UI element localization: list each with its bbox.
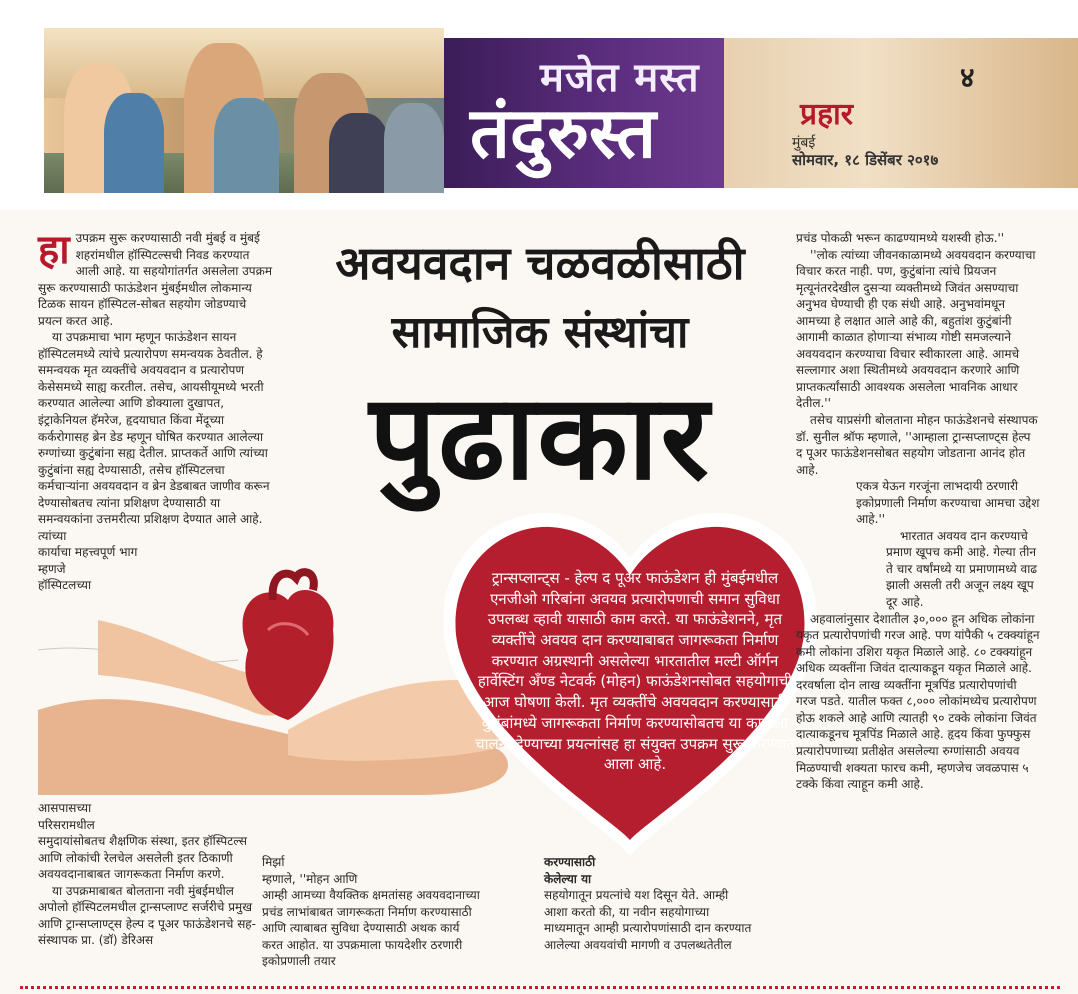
person-figure xyxy=(384,103,444,193)
headline-line-3: पुढाकार xyxy=(369,368,711,506)
edition-city: मुंबई xyxy=(792,135,816,151)
heart-callout-text: ट्रान्सप्लान्ट्स - हेल्प द पूअर फाऊंडेशन ही मुंबईमधील एनजीओ गरिबांना अवयव प्रत्यारोपणाची समान सुविधा उपलब्ध व्हावी यासाठी काम करते. या फाऊंडेशनने, मृत व्यक्तींचे अवयव दान करण्याबाबत जागरूकता निर्माण करण्यात अग्रस्थानी असलेल्या भारतातील मल्टी ऑर्गन हार्वेस्टिंग अँण्ड नेटवर्क (मोहन) फाऊंडेशनसोबत सहयोगाची आज घोषणा केली. मृत व्यक्तींचे अवयवदान करण्यासाठी कुटुंबांमध्ये जागरूकता निर्माण करण्यासोबतच या कार्याला चालना देण्याच्या प्रयत्नांसह हा संयुक्त उपक्रम सुरू करण्यात आला आहे. xyxy=(475,569,795,774)
page-bottom-border xyxy=(20,986,1060,989)
bottom-left-para-1: समुदायांसोबतच शैक्षणिक संस्था, इतर हॉस्पिटल्स आणि लोकांची रेलचेल असलेली इतर ठिकाणी अवयवदानाबाबत जागरूकता निर्माण करणे. xyxy=(38,834,247,882)
left-para-2: या उपक्रमाचा भाग म्हणून फाऊंडेशन सायन हॉस्पिटलमध्ये त्यांचे प्रत्यारोपण समन्वयक ठेवतील. हे समन्वयक मृत व्यक्तींचे अवयवदान व प्रत्यारोपण केसेसमध्ये साह्य करतील. तसेच, आयसीयूमध्ये भरती करण्यात आलेल्या आणि डोक्याला दुखापत, इंट्राकेनियल हॅमरेज, हृदयाघात किंवा मेंदूच्या कर्करोगासह ब्रेन डेड म्हणून घोषित करण्यात आलेल्या रुग्णांच्या कुटुंबांना सह्य देतील. प्राप्तकर्ते आणि त्यांच्या कुटुंबांना सह्य देण्यासाठी, तसेच हॉस्पिटलचा कर्मचाऱ्यांना अवयवदान व ब्रेन डेडबाबत जाणीव करून देण्यासोबतच त्यांना प्रशिक्षण देण्यासाठी या समन्वयकांना उत्तमरीत्या प्रशिक्षण देण्यात आले आहे. त्यांच्या xyxy=(38,330,270,543)
left-para-2b: कार्याचा महत्त्वपूर्ण भाग xyxy=(38,545,138,560)
bottom-mid-para: आम्ही आमच्या वैयक्तिक क्षमतांसह अवयवदानाच्या प्रचंड लाभांबाबत जागरूकता निर्माण करण्यासाठी आणि त्याबाबत सुविधा देण्यासाठी अथक कार्य करत आहोत. या उपक्रमाला फायदेशीर ठरणारी इकोप्रणाली तयार xyxy=(262,888,480,969)
exercise-photo xyxy=(44,28,444,193)
left-para-2d: हॉस्पिटलच्या xyxy=(38,578,92,593)
headline-line-1: अवयवदान चळवळीसाठी xyxy=(335,236,745,290)
person-figure xyxy=(214,98,279,193)
left-para-1: उपक्रम सुरू करण्यासाठी नवी मुंबई व मुंबई शहरांमधील हॉस्पिटल्सची निवड करण्यात आली आहे. या सहयोगांतर्गत असलेला उपक्रम सुरू करण्यासाठी फाऊंडेशन मुंबईमधील लोकमान्य टिळक सायन हॉस्पिटल-सोबत सहयोग जोडण्याचे प्रयत्न करत आहे. xyxy=(38,231,273,328)
bottom-left-line-1: आसपासच्या xyxy=(38,801,92,815)
bottom-mid-line-2: म्हणाले, ''मोहन आणि xyxy=(262,871,358,886)
right-para-5: अहवालांनुसार देशातील ३०,००० हून अधिक लोकांना यकृत प्रत्यारोपणांची गरज आहे. पण यांपैकी ५ टक्क्यांहून कमी लोकांना उशिरा यकृत मिळाले आहे. ८० टक्क्यांहून अधिक व्यक्तींना जिवंत दात्याकडून यकृत मिळाले आहे. दरवर्षाला दोन लाख व्यक्तींना मूत्रपिंड प्रत्यारोपणांची गरज पडते. यातील फक्त ८,००० लोकांमध्येच प्रत्यारोपण होऊ शकले आहे आणि त्यातही ९० टक्के लोकांना जिवंत दात्याकडूनच मूत्रपिंड मिळाले आहे. हृदय किंवा फुफ्फुस प्रत्यारोपणाच्या प्रतीक्षेत असलेल्या रुग्णांसाठी अवयव मिळण्याची शक्यता फारच कमी, म्हणजेच जवळपास ५ टक्के किंवा त्याहून कमी आहे. xyxy=(796,611,1040,792)
dropcap: हा xyxy=(38,227,70,273)
bottom-left-line-2: परिसरामधील xyxy=(38,817,95,832)
bottom-mid2-line-2: केलेल्या या xyxy=(544,871,592,886)
right-para-1: प्रचंड पोकळी भरून काढण्यामध्ये यशस्वी होऊ.'' xyxy=(796,231,1005,245)
banner xyxy=(0,0,1078,210)
left-column xyxy=(38,227,273,594)
bottom-left-column xyxy=(38,800,260,949)
right-para-4: भारतात अवयव दान करण्याचे प्रमाण खूपच कमी आहे. गेल्या तीन ते चार वर्षांमध्ये या प्रमाणामध्ये वाढ झाली असली तरी अजून लक्ष्य खूप दूर आहे. xyxy=(886,528,1038,610)
person-figure xyxy=(104,93,164,193)
bottom-mid2-para: सहयोगातून प्रयत्नांचे यश दिसून येते. आम्ही आशा करतो की, या नवीन सहयोगाच्या माध्यमातून आम्ही प्रत्यारोपणांसाठी दान करण्यात आलेल्या अवयवांची मागणी व उपलब्धतेतील xyxy=(544,888,752,952)
bottom-mid2-line-1: करण्यासाठी xyxy=(544,855,596,869)
publication-date: सोमवार, १८ डिसेंबर २०१७ xyxy=(792,151,939,169)
bottom-mid-column xyxy=(262,854,482,970)
person-figure xyxy=(329,113,389,193)
right-para-3b: एकत्र येऊन गरजूंना लाभदायी ठरणारी इकोप्रणाली निर्माण करण्याचा आमचा उद्देश आहे.'' xyxy=(856,479,1040,527)
right-para-2: ''लोक त्यांच्या जीवनकाळामध्ये अवयवदान करण्याचा विचार करत नाही. पण, कुटुंबांना त्यांचे प्रियजन मृत्यूनंतरदेखील दुसऱ्या व्यक्तीमध्ये जिवंत असण्याचा अनुभव घेण्याची ही एक संधी आहे. अनुभवांमधून आमच्या हे लक्षात आले आहे की, बहुतांश कुटुंबांनी आगामी काळात होणाऱ्या संभाव्य गोष्टी समजल्याने अवयवदान करण्याचा विचार स्वीकारला आहे. आमचे सल्लागार अशा स्थितीमध्ये अवयवदान करणारे आणि प्राप्तकर्त्यांसाठी आवश्यक असलेला भावनिक आधार देतील.'' xyxy=(796,247,1036,411)
section-title-big: तंदुरुस्त xyxy=(470,92,657,174)
left-para-2c: म्हणजे xyxy=(38,561,66,576)
right-column xyxy=(796,230,1040,793)
bottom-left-para-2: या उपक्रमाबाबत बोलताना नवी मुंबईमधील अपोलो हॉस्पिटलमधील ट्रान्सप्लाण्ट सर्जरीचे प्रमुख आणि ट्रान्सप्लाण्ट्स हेल्प द पूअर फाऊंडेशनचे सह-संस्थापक प्रा. (डॉ) डेरिअस xyxy=(38,883,257,948)
section-title-small: मजेत मस्त xyxy=(540,55,700,101)
bottom-mid2-column xyxy=(544,854,754,953)
page-number: ४ xyxy=(960,61,975,94)
headline-line-2: सामाजिक संस्थांचा xyxy=(391,307,689,358)
newspaper-masthead: प्रहार xyxy=(800,97,854,132)
right-para-3: तसेच याप्रसंगी बोलताना मोहन फाऊंडेशनचे संस्थापक डॉ. सुनील श्रॉफ म्हणाले, ''आम्हाला ट्रान्सप्लाण्ट्स हेल्प द पूअर फाऊंडेशनसोबत सहयोग जोडताना आनंद होत आहे. xyxy=(796,413,1038,477)
bottom-mid-line-1: मिर्झा xyxy=(262,855,285,869)
